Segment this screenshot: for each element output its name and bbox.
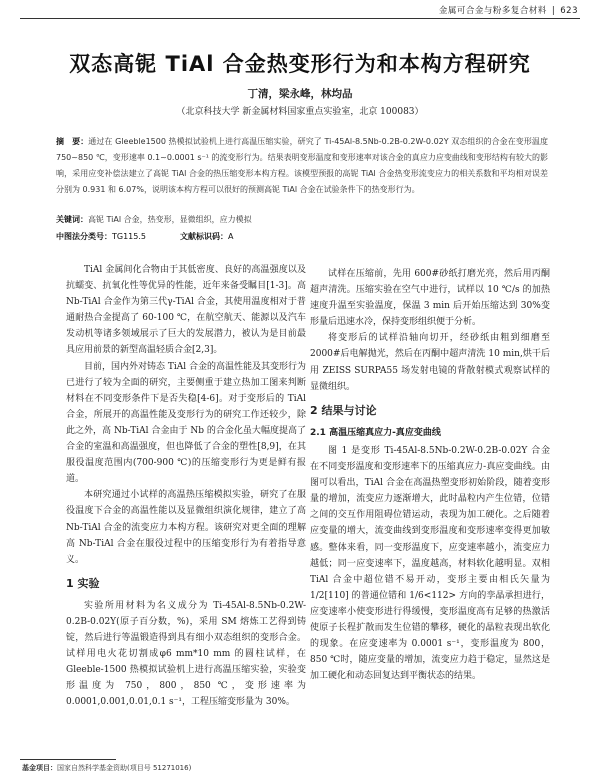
doc-code-label: 文献标识码： bbox=[180, 232, 228, 241]
clc-label: 中图法分类号： bbox=[56, 232, 112, 241]
footnote-rule bbox=[20, 759, 116, 760]
abstract-text: 通过在 Gleeble1500 热模拟试验机上进行高温压缩实验，研究了 Ti-45Al-8.5Nb-0.2B-0.2W-0.02Y 双态组织的合金在变形温度 750~850 ℃，变形速率 0.1~0.0001 s⁻¹ 的流变形行为。结果表明变形温度和变形速率对该合金的真应力应变曲线和变形结构有较大的影响，采用应变补偿法建立了高铌 TiAl 合金的热压缩变形本构方程。该模型预报的高铌 TiAl 合金热变形流变应力的相关系数和平均相对误差分别为 0.931 和 6.07%，说明该本构方程可以很好的预测高铌 TiAl 合金在试验条件下的热变形行为。 bbox=[56, 137, 548, 194]
header-rule bbox=[20, 18, 580, 19]
clc-value: TG115.5 bbox=[112, 232, 146, 241]
abstract bbox=[56, 134, 548, 198]
section-1-heading: 1 实验 bbox=[66, 576, 100, 590]
section-2-heading: 2 结果与讨论 bbox=[310, 403, 377, 417]
right-column bbox=[310, 266, 550, 684]
paper-title: 双态高铌 TiAl 合金热变形行为和本构方程研究 bbox=[69, 52, 531, 76]
intro-paragraph-1: TiAl 金属间化合物由于其低密度、良好的高温强度以及抗蠕变、抗氧化性等优异的性能，近年来备受瞩目[1-3]。高 Nb-TiAl 合金作为第三代γ-TiAl 合金，其使用温度相对于普通耐热合金提高了 60-100 ℃，在航空航天、能源以及汽车发动机等诸多领域展示了巨大的发展潜力，被认为是目前最具应用前景的新型高温轻质合金[2,3]。 bbox=[66, 265, 306, 356]
left-column bbox=[66, 262, 306, 711]
prep-paragraph-1: 试样在压缩前，先用 600#砂纸打磨光亮，然后用丙酮超声清洗。压缩实验在空气中进行，试样以 10 ℃/s 的加热速度升温至实验温度，保温 3 min 后开始压缩达到 30%变形量后迅速水冷，保持变形组织便于分析。 bbox=[310, 269, 550, 328]
experiment-paragraph: 实验所用材料为名义成分为 Ti-45Al-8.5Nb-0.2W-0.2B-0.02Y(原子百分数，%)，采用 SM 熔炼工艺得到铸锭，然后进行等温锻造得到具有细小双态组织的变形合金。试样用电火花切割成φ6 mm*10 mm 的圆柱试样，在 Gleeble-1500 热模拟试验机上进行高温压缩实验，实验变形温度为 750，800，850 ℃，变形速率为 0.0001,0.001,0.01,0.1 s⁻¹，工程压缩变形量为 30%。 bbox=[66, 600, 306, 708]
paper-affiliation: （北京科技大学 新金属材料国家重点实验室，北京 100083） bbox=[176, 107, 424, 117]
keywords-text: 高铌 TiAl 合金，热变形，显微组织，应力模拟 bbox=[88, 215, 252, 224]
abstract-label: 摘 要： bbox=[56, 137, 89, 146]
running-header bbox=[439, 4, 578, 16]
doc-code-value: A bbox=[228, 232, 234, 241]
footnote bbox=[22, 763, 191, 773]
page-number: 623 bbox=[560, 6, 578, 16]
paper-authors: 丁清，梁永峰，林均品 bbox=[247, 88, 353, 100]
footnote-label: 基金项目： bbox=[22, 764, 57, 772]
keywords bbox=[56, 214, 252, 225]
header-separator: | bbox=[551, 6, 556, 16]
section-2-1-heading: 2.1 高温压缩真应力-真应变曲线 bbox=[310, 427, 441, 438]
results-paragraph: 图 1 是变形 Ti-45Al-8.5Nb-0.2W-0.2B-0.02Y 合金在不同变形温度和变形速率下的压缩真应力-真应变曲线。由图可以看出，TiAl 合金在高温热塑变形初始阶段，随着变形量的增加，流变应力逐渐增大，此时晶粒内产生位错，位错之间的交互作用阻碍位错运动，表现为加工硬化。之后随着应变量的增大，流变曲线到变形温度和变形速率变得更加敏感。整体来看，同一变形温度下，应变速率越小，流变应力越低；同一应变速率下，温度越高，材料软化越明显。双相 TiAl 合金中超位错不易开动，变形主要由相氏矢量为 1/2[110] 的普通位错和 1/6<112> 方向的孪晶承担进行，应变速率小使变形进行得缓慢，变形温度高有足够的热激活使原子长程扩散而发生位错的攀移，硬化的晶粒表现出软化的现象。在应变速率为 0.0001 s⁻¹，变形温度为 800，850 ℃时，随应变量的增加，流变应力趋于稳定，显然这是加工硬化和动态回复达到平衡状态的结果。 bbox=[310, 445, 550, 682]
journal-name: 金属可合金与粉多复合材料 bbox=[438, 6, 547, 16]
footnote-text: 国家自然科学基金资助(项目号 51271016) bbox=[57, 764, 192, 772]
keywords-label: 关键词： bbox=[56, 215, 88, 224]
classification bbox=[56, 231, 233, 242]
intro-paragraph-2: 目前，国内外对铸态 TiAl 合金的高温性能及其变形行为已进行了较为全面的研究，主要侧重于建立热加工图来判断材料在不同变形条件下是否失稳[4-6]。对于变形后的 TiAl 合金，所展开的高温性能及变形行为的研究工作还较少，除此之外，高 Nb-TiAl 合金由于 Nb 的合金化虽大幅度提高了合金的室温和高温强度，但也降低了合金的塑性[8,9]，在其服役温度范围内(700-900 ℃)的压缩变形行为更是鲜有报道。 bbox=[66, 361, 306, 485]
prep-paragraph-2: 将变形后的试样沿轴向切开，经砂纸由粗到细磨至 2000#后电解抛光，然后在丙酮中超声清洗 10 min,烘干后用 ZEISS SURPA55 场发射电镜的背散射模式观察试样的显微组织。 bbox=[310, 333, 550, 392]
intro-paragraph-3: 本研究通过小试样的高温热压缩模拟实验，研究了在服役温度下合金的高温性能以及显微组织演化规律，建立了高 Nb-TiAl 合金的流变应力本构方程。该研究对更全面的理解高 Nb-TiAl 合金在服役过程中的压缩变形行为有着指导意义。 bbox=[66, 490, 306, 565]
